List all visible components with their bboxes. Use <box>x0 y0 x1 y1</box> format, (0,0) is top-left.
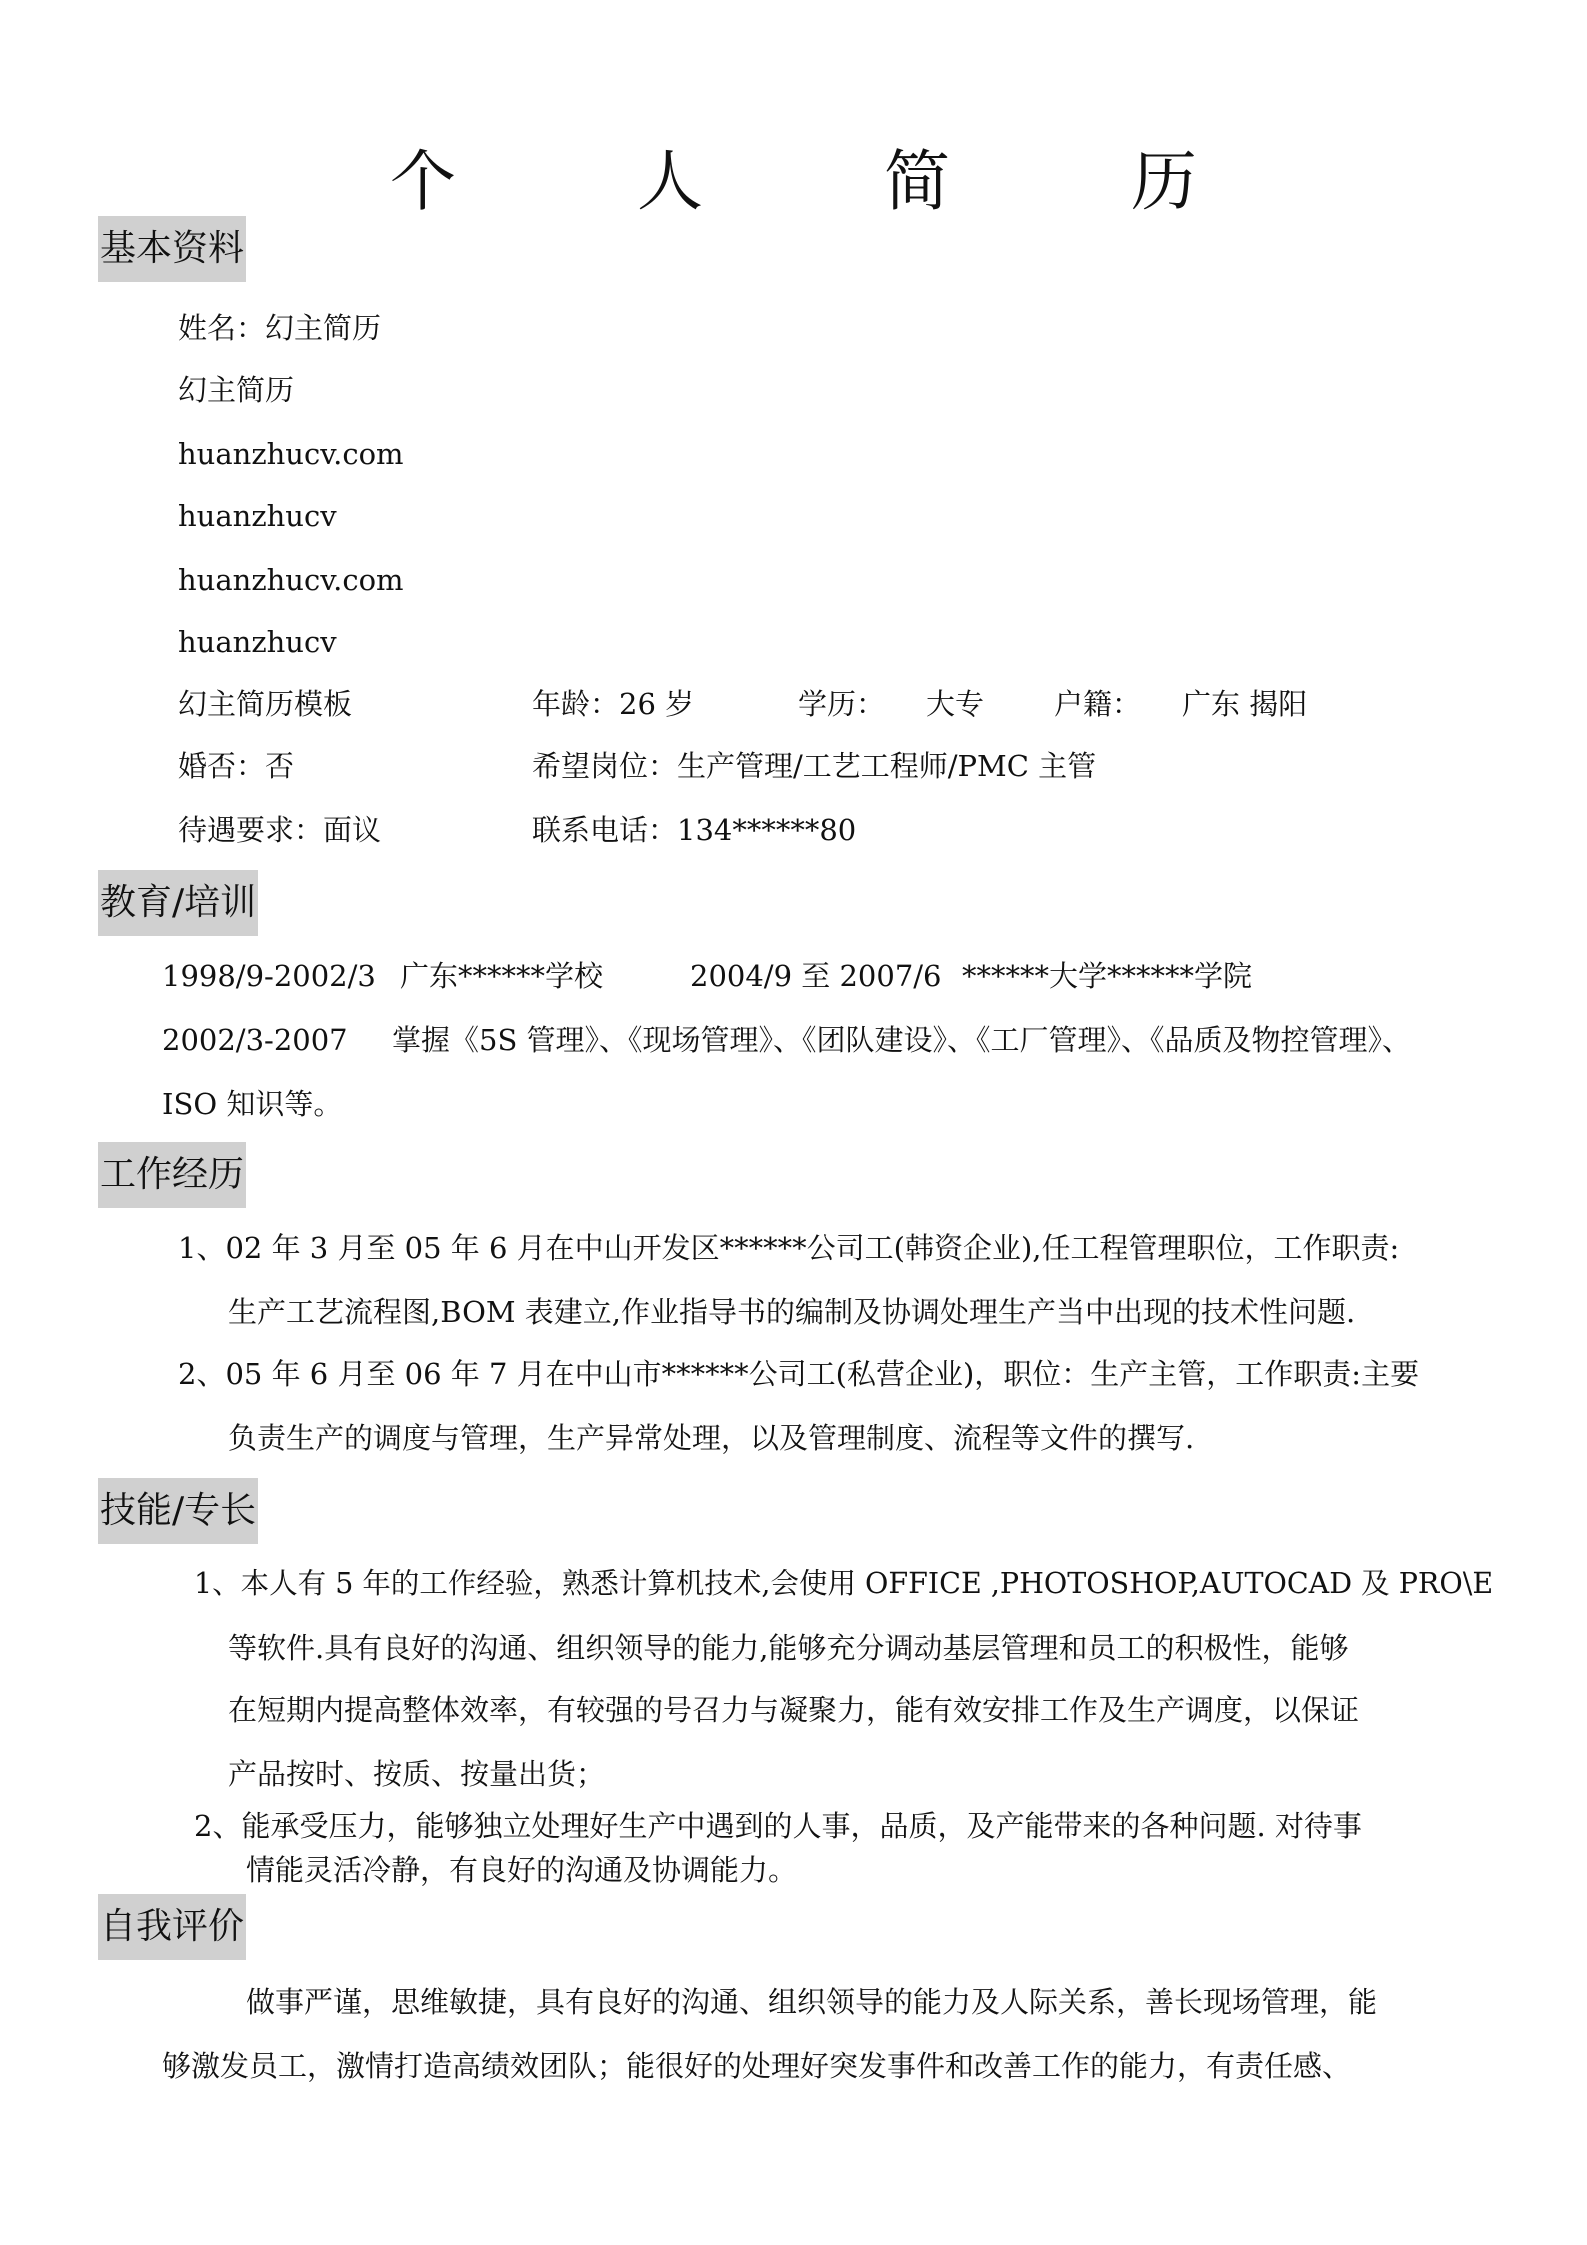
basic-hukou-value: 广东 揭阳 <box>1182 687 1308 721</box>
edu-entry-school: ******大学******学院 <box>962 959 1253 993</box>
edu-entry-date: 2002/3-2007 <box>162 1023 348 1057</box>
basic-age: 年龄：26 岁 <box>532 687 695 721</box>
skills-item: 情能灵活冷静，有良好的沟通及协调能力。 <box>246 1853 798 1887</box>
basic-edu-label: 学历： <box>798 687 886 721</box>
self-eval-text: 够激发员工，激情打造高绩效团队；能很好的处理好突发事件和改善工作的能力，有责任感、 <box>162 2049 1352 2083</box>
edu-entry-text: ISO 知识等。 <box>162 1087 343 1121</box>
work-item: 生产工艺流程图,BOM 表建立,作业指导书的编制及协调处理生产当中出现的技术性问题. <box>228 1295 1356 1329</box>
basic-line: huanzhucv.com <box>178 563 404 597</box>
basic-married: 婚否：否 <box>178 749 295 783</box>
basic-edu-value: 大专 <box>926 687 985 721</box>
skills-item: 等软件.具有良好的沟通、组织领导的能力,能够充分调动基层管理和员工的积极性，能够 <box>228 1631 1349 1665</box>
edu-entry-text: 掌握《5S 管理》、《现场管理》、《团队建设》、《工厂管理》、《品质及物控管理》、 <box>392 1023 1412 1057</box>
page-title: 个 人 简 历 <box>390 143 1277 220</box>
basic-template: 幻主简历模板 <box>178 687 353 721</box>
skills-item: 在短期内提高整体效率，有较强的号召力与凝聚力，能有效安排工作及生产调度，以保证 <box>228 1693 1360 1727</box>
basic-line: huanzhucv <box>178 499 337 533</box>
work-item: 负责生产的调度与管理，生产异常处理，以及管理制度、流程等文件的撰写. <box>228 1421 1195 1455</box>
skills-item: 2、能承受压力，能够独立处理好生产中遇到的人事，品质，及产能带来的各种问题. 对待事 <box>194 1809 1362 1843</box>
edu-entry-date: 1998/9-2002/3 <box>162 959 376 993</box>
section-heading-work: 工作经历 <box>98 1142 246 1208</box>
skills-item: 1、本人有 5 年的工作经验，熟悉计算机技术,会使用 OFFICE ,PHOTOSHOP,AUTOCAD 及 PRO\E <box>194 1567 1494 1600</box>
self-eval-text: 做事严谨，思维敏捷，具有良好的沟通、组织领导的能力及人际关系，善长现场管理，能 <box>246 1985 1378 2019</box>
basic-name: 姓名：幻主简历 <box>178 311 382 345</box>
basic-line: 幻主简历 <box>178 373 295 407</box>
work-item: 2、05 年 6 月至 06 年 7 月在中山市******公司工(私营企业)，职位：生产主管，工作职责:主要 <box>178 1357 1420 1391</box>
section-heading-self: 自我评价 <box>98 1894 246 1960</box>
work-item: 1、02 年 3 月至 05 年 6 月在中山开发区******公司工(韩资企业),任工程管理职位，工作职责: <box>178 1231 1400 1265</box>
basic-phone: 联系电话：134******80 <box>532 813 857 847</box>
section-heading-skills: 技能/专长 <box>98 1478 258 1544</box>
basic-salary: 待遇要求：面议 <box>178 813 382 847</box>
section-heading-education: 教育/培训 <box>98 870 258 936</box>
edu-entry-date: 2004/9 至 2007/6 <box>690 959 942 993</box>
basic-line: huanzhucv.com <box>178 437 404 471</box>
basic-hukou-label: 户籍： <box>1054 687 1142 721</box>
basic-line: huanzhucv <box>178 625 337 659</box>
section-heading-basic: 基本资料 <box>98 216 246 282</box>
basic-position: 希望岗位：生产管理/工艺工程师/PMC 主管 <box>532 749 1097 783</box>
skills-item: 产品按时、按质、按量出货； <box>228 1757 606 1791</box>
edu-entry-school: 广东******学校 <box>400 959 604 993</box>
